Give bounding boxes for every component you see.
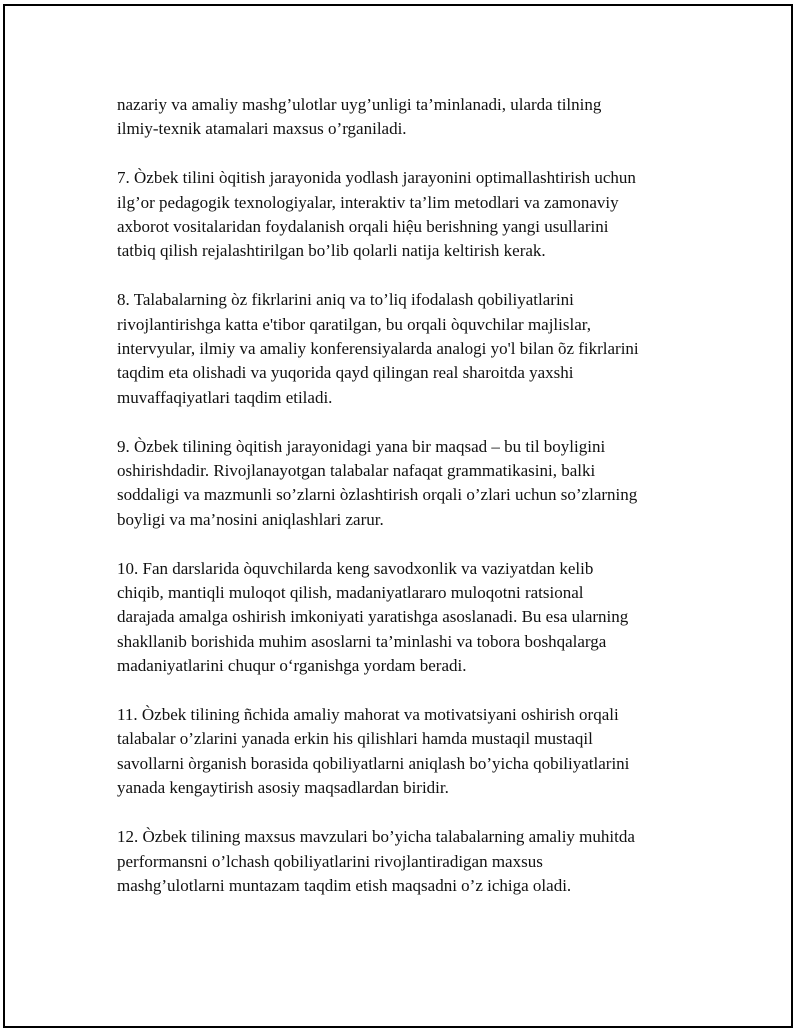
paragraph-12: 12. Òzbek tilining maxsus mavzulari bo’yicha talabalarning amaliy muhitda performansni o’lchash qobiliyatlarini rivojlantiradigan maxsus mashg’ulotlarni muntazam taqdim etish maqsadni o’z ichiga oladi. <box>117 827 635 895</box>
paragraph-8: 8. Talabalarning òz fikrlarini aniq va to’liq ifodalash qobiliyatlarini rivojlantirishga katta e'tibor qaratilgan, bu orqali òquvchilar majlislar, intervyular, ilmiy va amaliy konferensiyalarda analogi yo'l bilan õz fikrlarini taqdim eta olishadi va yuqorida qayd qilingan real sharoitda yaxshi muvaffaqiyatlari taqdim etiladi. <box>117 290 639 407</box>
paragraph-11: 11. Òzbek tilining ñchida amaliy mahorat va motivatsiyani oshirish orqali talabalar o’zlarini yanada erkin his qilishlari hamda mustaqil mustaqil savollarni òrganish borasida qobiliyatlarni aniqlash bo’yicha qobiliyatlarini yanada kengaytirish asosiy maqsadlardan biridir. <box>117 705 630 798</box>
paragraph-9: 9. Òzbek tilining òqitish jarayonidagi yana bir maqsad – bu til boyligini oshirishdadir. Rivojlanayotgan talabalar nafaqat grammatikasini, balki soddaligi va mazmunli so’zlarni òzlashtirish orqali o’zlari uchun so’zlarning boyligi va ma’nosini aniqlashlari zarur. <box>117 436 638 529</box>
paragraph-10: 10. Fan darslarida òquvchilarda keng savodxonlik va vaziyatdan kelib chiqib, mantiqli muloqot qilish, madaniyatlararo muloqotni ratsional darajada amalga oshirish imkoniyati yaratishga asoslanadi. Bu esa ularning shakllanib borishida muhim asoslarni ta’minlashi va tobora boshqalarga madaniyatlarini chuqur o‘rganishga yordam beradi. <box>117 558 629 676</box>
paragraph-7: 7. Òzbek tilini òqitish jarayonida yodlash jarayonini optimallashtirish uchun ilg’or pedagogik texnologiyalar, interaktiv ta’lim metodlari va zamonaviy axborot vositalaridan foydalanish orqali hiệu berishning yangi usullarini tatbiq qilish rejalashtirilgan bo’lib qolarli natija keltirish kerak. <box>117 168 636 261</box>
paragraph-intro-continuation: nazariy va amaliy mashg’ulotlar uyg’unligi ta’minlanadi, ularda tilning ilmiy-texnik atamalari maxsus o’rganiladi. <box>117 95 602 139</box>
document-body <box>117 93 697 923</box>
